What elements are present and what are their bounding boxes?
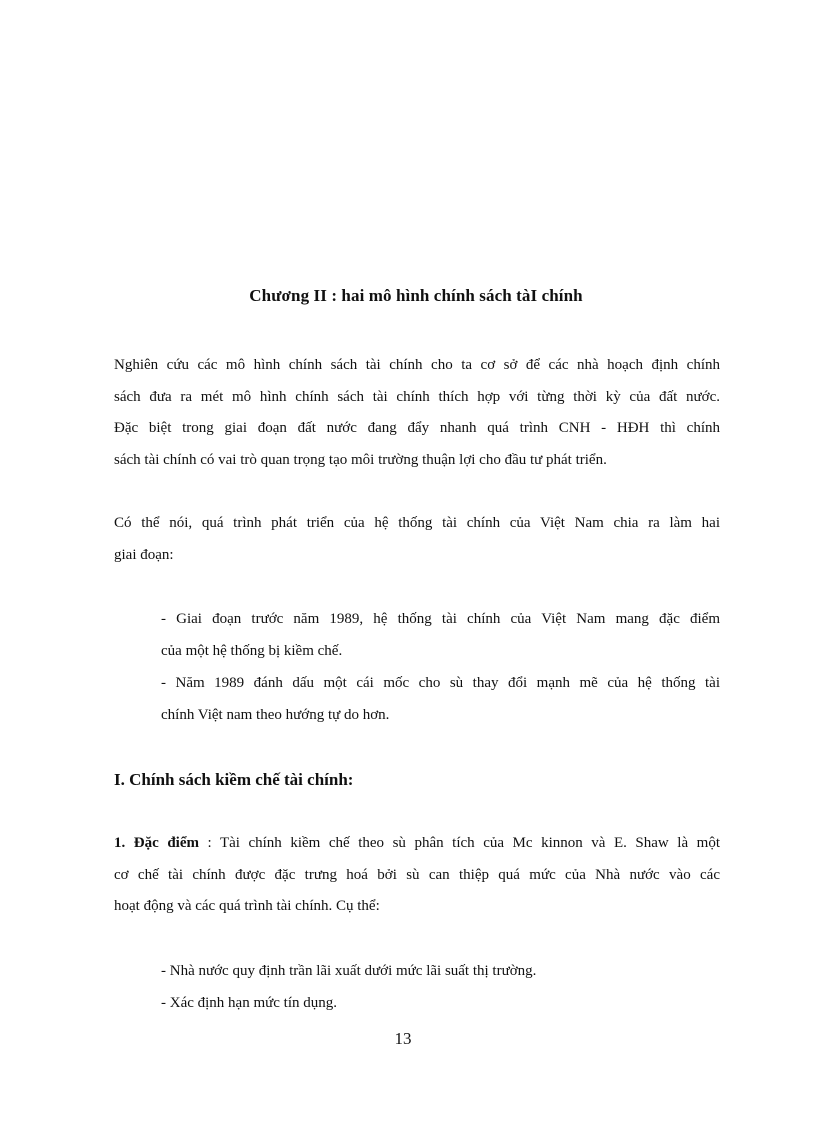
phases-line: Có thể nói, quá trình phát triển của hệ thống tài chính của Việt Nam chia ra làm hai: [114, 515, 720, 531]
features-first-line-text: : Tài chính kiềm chế theo sù phân tích của Mc kinnon và E. Shaw là một: [198, 835, 720, 851]
phases-line: giai đoạn:: [114, 546, 174, 563]
phases-paragraph: [114, 508, 720, 571]
features-line: hoạt động và các quá trình tài chính. Cụ thể:: [114, 898, 380, 915]
intro-line: sách tài chính có vai trò quan trọng tạo môi trường thuận lợi cho đầu tư phát triển.: [114, 452, 607, 469]
phase-item-2: [161, 668, 720, 731]
chapter-title: Chương II : hai mô hình chính sách tàI chính: [249, 286, 583, 305]
intro-line: Nghiên cứu các mô hình chính sách tài chính cho ta cơ sở để các nhà hoạch định chính: [114, 357, 720, 373]
phase-item-line: của một hệ thống bị kiềm chế.: [161, 642, 343, 659]
intro-paragraph: [114, 350, 720, 477]
phase-item-line: - Giai đoạn trước năm 1989, hệ thống tài chính của Việt Nam mang đặc điểm: [161, 611, 720, 627]
feature-items: [161, 956, 720, 1019]
phase-item-1: [161, 604, 720, 667]
features-line: cơ chế tài chính được đặc trưng hoá bởi sù can thiệp quá mức của Nhà nước vào các: [114, 866, 720, 883]
features-label: 1. Đặc điểm: [114, 835, 199, 851]
section-heading: I. Chính sách kiềm chế tài chính:: [114, 770, 354, 789]
intro-line: sách đưa ra mét mô hình chính sách tài chính thích hợp với từng thời kỳ của đất nước.: [114, 388, 720, 405]
phase-item-line: - Năm 1989 đánh dấu một cái mốc cho sù thay đổi mạnh mẽ của hệ thống tài: [161, 675, 720, 691]
intro-line: Đặc biệt trong giai đoạn đất nước đang đẩy nhanh quá trình CNH - HĐH thì chính: [114, 420, 720, 437]
feature-item: - Nhà nước quy định trần lãi xuất dưới mức lãi suất thị trường.: [161, 963, 537, 979]
page-number: 13: [394, 1029, 412, 1048]
feature-item: - Xác định hạn mức tín dụng.: [161, 994, 338, 1011]
features-first-line: [114, 828, 720, 860]
features-paragraph: [114, 828, 720, 923]
phase-item-line: chính Việt nam theo hướng tự do hơn.: [161, 706, 390, 723]
